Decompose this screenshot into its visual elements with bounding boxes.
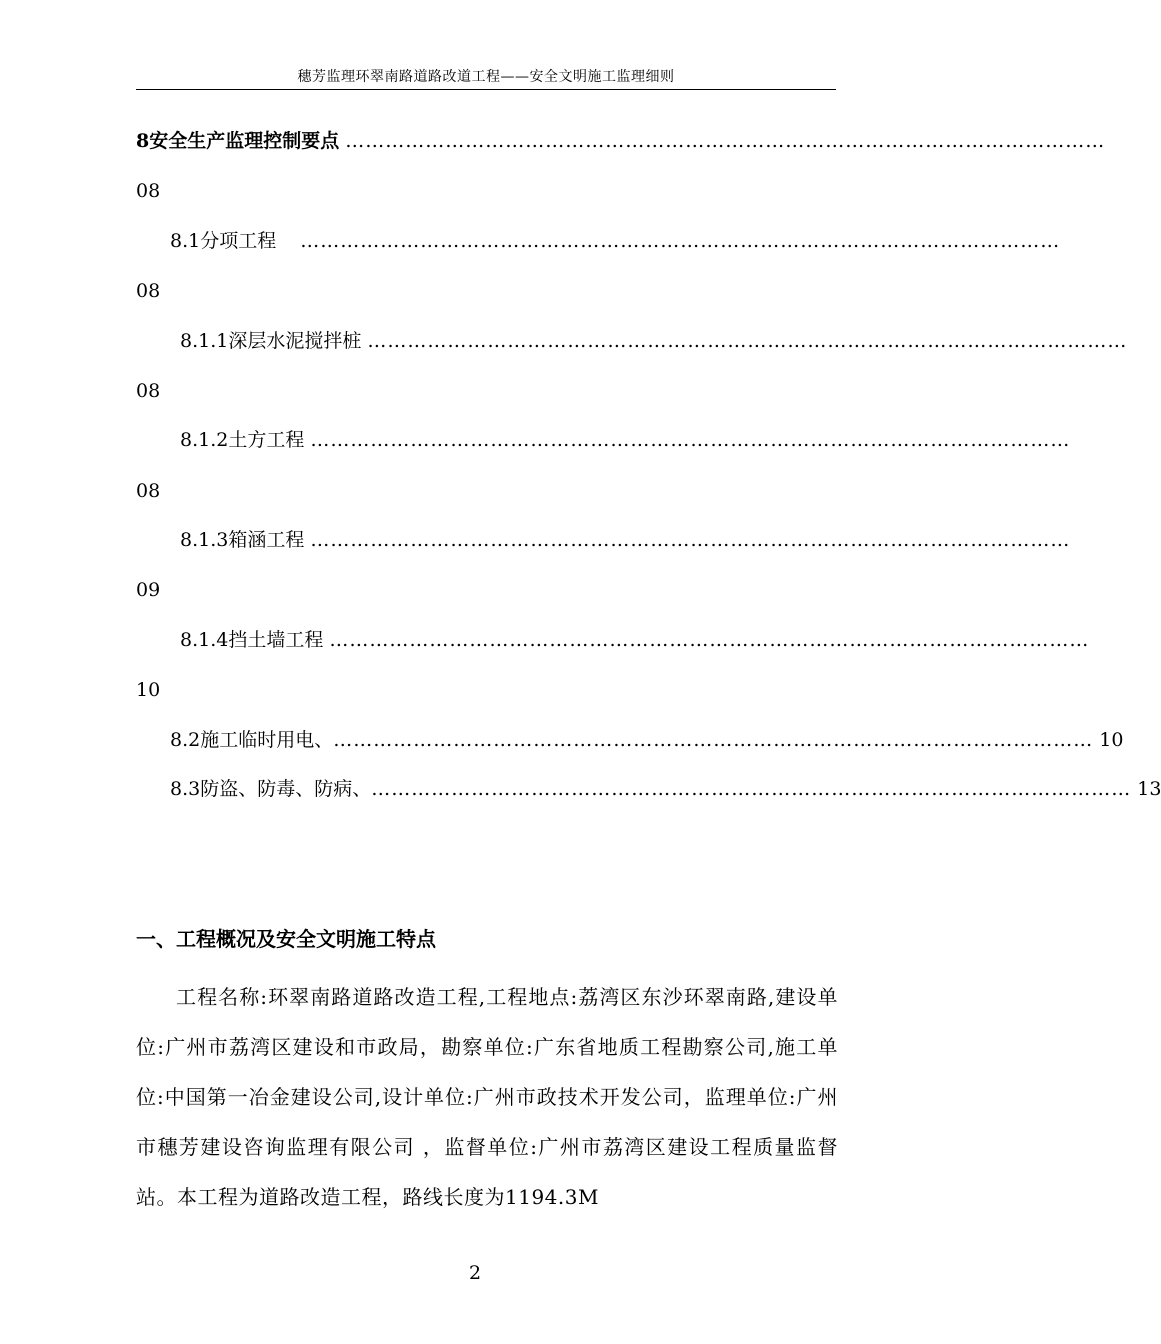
toc-leader: …………………………………………………………………………………………………… <box>310 429 1071 451</box>
toc-leader: …………………………………………………………………………………………………… <box>333 729 1094 751</box>
running-header: 穗芳监理环翠南路道路改道工程——安全文明施工监理细则 <box>297 69 675 85</box>
toc-leader: …………………………………………………………………………………………………… <box>367 330 1128 352</box>
toc-number: 8.1.3 <box>180 529 229 551</box>
toc-title: 防盗、防毒、防病、 <box>200 778 372 800</box>
toc-page-number: 09 <box>136 579 161 601</box>
toc-entry-8-1-4[interactable] <box>180 627 1090 653</box>
toc-page-number: 08 <box>136 380 161 402</box>
toc-page-number: 08 <box>136 480 161 502</box>
toc-title: 挡土墙工程 <box>228 629 324 651</box>
toc-entry-8-1-2[interactable] <box>180 427 1071 453</box>
toc-page-number: 08 <box>136 280 161 302</box>
toc-leader: …………………………………………………………………………………………………… <box>345 130 1106 152</box>
toc-entry-8-2[interactable] <box>170 727 1124 753</box>
toc-page-number: 10 <box>136 679 161 701</box>
toc-entry-8-1-3[interactable] <box>180 527 1071 553</box>
toc-entry-8-3[interactable] <box>170 776 1161 802</box>
page-number: 2 <box>468 1262 482 1284</box>
toc-number: 8 <box>136 130 150 152</box>
toc-number: 8.1.1 <box>180 330 229 352</box>
toc-number: 8.2 <box>170 729 201 751</box>
toc-page-number: 08 <box>136 180 161 202</box>
toc-title: 施工临时用电、 <box>200 729 334 751</box>
body-paragraph: 工程名称:环翠南路道路改造工程,工程地点:荔湾区东沙环翠南路,建设单位:广州市荔湾区建设和市政局，勘察单位:广东省地质工程勘察公司,施工单位:中国第一冶金建设公司,设计单位:广州市政技术开发公司，监理单位:广州市穗芳建设咨询监理有限公司 ，监督单位:广州市荔湾区建设工程质量监督站。本工程为道路改造工程，路线长度为1194.3M <box>136 985 838 1209</box>
toc-entry-8-1-1[interactable] <box>180 328 1128 354</box>
toc-leader: …………………………………………………………………………………………………… <box>329 629 1090 651</box>
toc-number: 8.3 <box>170 778 201 800</box>
toc-entry-8[interactable] <box>136 128 1106 154</box>
toc-number: 8.1 <box>170 230 201 252</box>
toc-title: 安全生产监理控制要点 <box>149 130 340 152</box>
toc-page-number: 10 <box>1099 729 1124 751</box>
toc-leader: …………………………………………………………………………………………………… <box>300 230 1061 252</box>
toc-entry-8-1[interactable] <box>170 228 1061 254</box>
toc-title: 箱涵工程 <box>228 529 305 551</box>
toc-title: 深层水泥搅拌桩 <box>228 330 362 352</box>
toc-number: 8.1.4 <box>180 629 229 651</box>
section-heading: 一、工程概况及安全文明施工特点 <box>136 927 436 951</box>
toc-page-number: 13 <box>1137 778 1161 800</box>
header-rule <box>136 89 836 90</box>
toc-title: 土方工程 <box>228 429 305 451</box>
toc-leader: …………………………………………………………………………………………………… <box>371 778 1132 800</box>
toc-number: 8.1.2 <box>180 429 229 451</box>
toc-title: 分项工程 <box>200 230 277 252</box>
toc-leader: …………………………………………………………………………………………………… <box>310 529 1071 551</box>
